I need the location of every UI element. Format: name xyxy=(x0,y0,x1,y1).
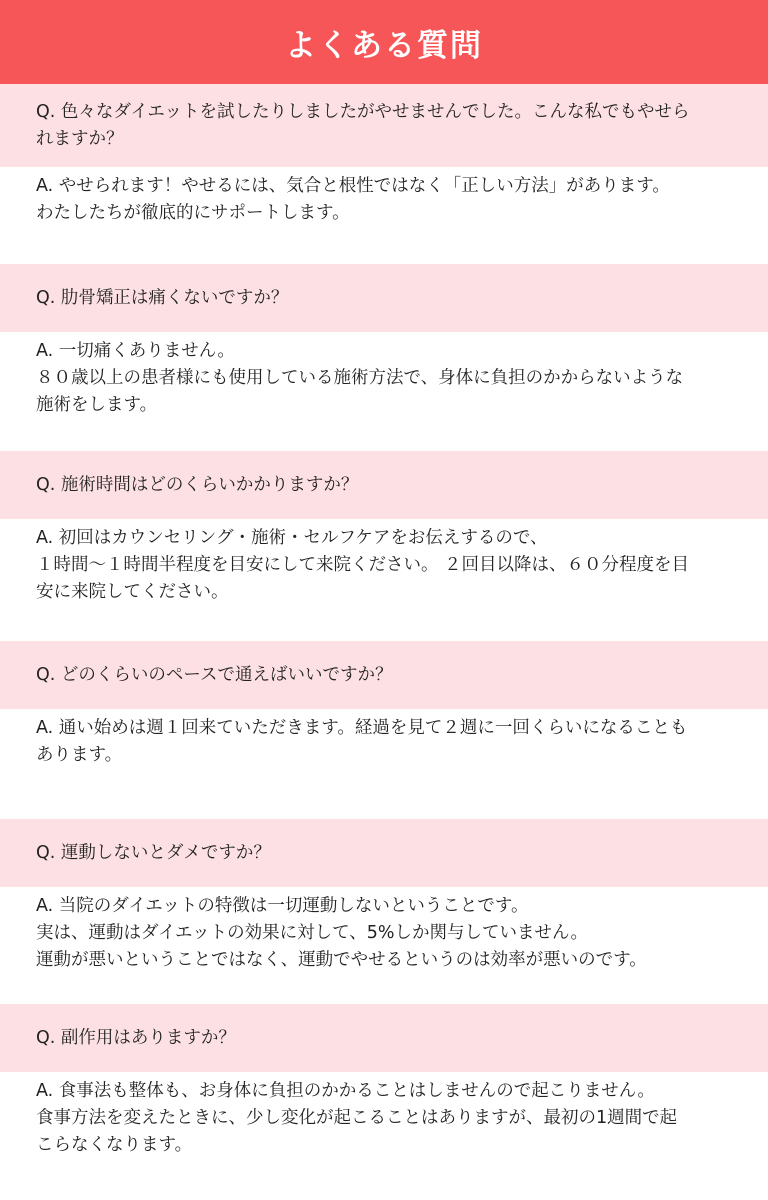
faq-question xyxy=(0,451,768,519)
faq-item-4 xyxy=(0,641,768,819)
answer-text-line: 安に来院してください。 xyxy=(36,582,229,602)
question-text-line: Q. 肋骨矯正は痛くないですか？ xyxy=(36,287,289,308)
answer-text-line: A. 一切痛くありません。 xyxy=(36,341,235,361)
faq-question xyxy=(0,819,768,887)
question-text-line: Q. 運動しないとダメですか？ xyxy=(36,842,271,863)
faq-answer xyxy=(0,167,768,264)
answer-text-line: 食事方法を変えたときに、少し変化が起こることはありますが、最初の1週間で起 xyxy=(36,1108,678,1128)
answer-text-line: ８０歳以上の患者様にも使用している施術方法で、身体に負担のかからないような xyxy=(36,368,684,388)
question-text-line: Q. どのくらいのペースで通えばいいですか？ xyxy=(36,664,393,685)
question-text-line: Q. 施術時間はどのくらいかかりますか？ xyxy=(36,474,359,495)
answer-text-line: 運動が悪いということではなく、運動でやせるというのは効率が悪いのです。 xyxy=(36,950,647,970)
faq-question xyxy=(0,84,768,167)
faq-header xyxy=(0,0,768,84)
page-title: よくある質問 xyxy=(285,27,483,64)
answer-text-line: わたしたちが徹底的にサポートします。 xyxy=(36,203,350,223)
answer-text-line: A. 初回はカウンセリング・施術・セルフケアをお伝えするので、 xyxy=(36,528,548,548)
faq-item-1 xyxy=(0,84,768,264)
answer-text-line: あります。 xyxy=(36,745,123,765)
faq-question xyxy=(0,641,768,709)
question-text-line: Q. 色々なダイエットを試したりしましたがやせませんでした。こんな私でもやせら xyxy=(36,101,690,122)
faq-question xyxy=(0,264,768,332)
answer-text-line: A. やせられます！やせるには、気合と根性ではなく「正しい方法」があります。 xyxy=(36,176,670,196)
faq-item-3 xyxy=(0,451,768,641)
faq-answer xyxy=(0,887,768,1004)
faq-answer xyxy=(0,709,768,819)
question-text-line: Q. 副作用はありますか？ xyxy=(36,1027,236,1048)
faq-question xyxy=(0,1004,768,1072)
faq-answer xyxy=(0,1072,768,1200)
faq-item-6 xyxy=(0,1004,768,1200)
faq-answer xyxy=(0,332,768,451)
answer-text-line: 施術をします。 xyxy=(36,395,158,415)
answer-text-line: 実は、運動はダイエットの効果に対して、5%しか関与していません。 xyxy=(36,923,589,943)
faq-item-2 xyxy=(0,264,768,451)
faq-answer xyxy=(0,519,768,641)
answer-text-line: こらなくなります。 xyxy=(36,1135,193,1155)
faq-item-5 xyxy=(0,819,768,1004)
answer-text-line: A. 通い始めは週１回来ていただきます。経過を見て２週に一回くらいになることも xyxy=(36,718,688,738)
answer-text-line: １時間～１時間半程度を目安にして来院ください。 ２回目以降は、６０分程度を目 xyxy=(36,555,690,575)
question-text-line: れますか？ xyxy=(36,128,124,149)
answer-text-line: A. 当院のダイエットの特徴は一切運動しないということです。 xyxy=(36,896,529,916)
answer-text-line: A. 食事法も整体も、お身体に負担のかかることはしませんので起こりません。 xyxy=(36,1081,655,1101)
